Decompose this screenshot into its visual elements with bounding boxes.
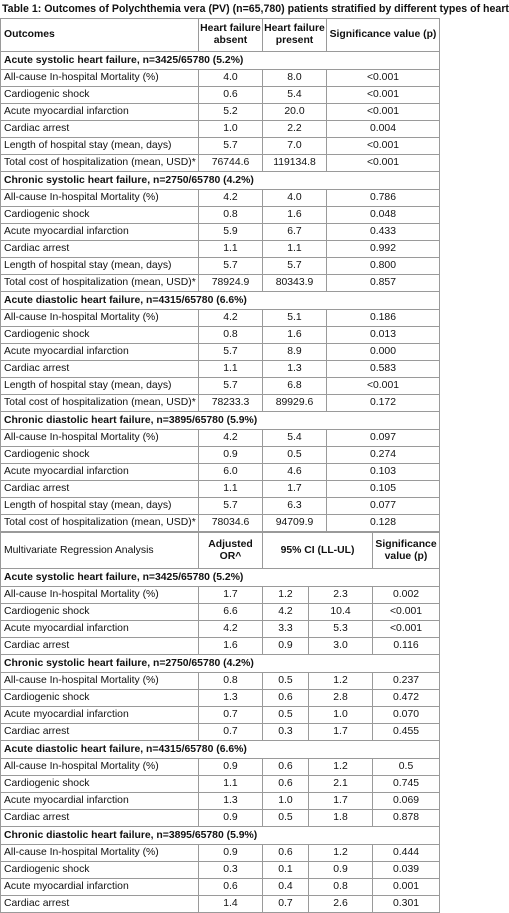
table-cell: 2.6 [309,896,373,913]
table-row [1,310,440,327]
table-cell: 0.5 [263,447,327,464]
table-row [1,621,440,638]
table-cell: 4.2 [199,190,263,207]
table-cell: 0.857 [327,275,440,292]
table-row [1,241,440,258]
table-cell: Acute myocardial infarction [1,621,199,638]
table-cell: 1.2 [309,673,373,690]
table-row [1,464,440,481]
table-cell: 1.6 [263,327,327,344]
table-cell: All-cause In-hospital Mortality (%) [1,70,199,87]
table-cell: 1.7 [263,481,327,498]
section-row [1,412,440,430]
table-cell: Cardiogenic shock [1,862,199,879]
table-cell: 0.105 [327,481,440,498]
table-row [1,604,440,621]
table-row [1,498,440,515]
table-cell: 0.116 [373,638,440,655]
table-cell: 0.9 [199,845,263,862]
section-title: Chronic systolic heart failure, n=2750/65780 (4.2%) [1,655,440,673]
table-cell: Cardiac arrest [1,896,199,913]
table-cell: 1.7 [309,724,373,741]
table-cell: Cardiogenic shock [1,604,199,621]
table-row [1,258,440,275]
column-header: Significance value (p) [373,533,440,569]
table-cell: 1.6 [263,207,327,224]
table-row [1,515,440,532]
section-title: Acute systolic heart failure, n=3425/65780 (5.2%) [1,52,440,70]
table-cell: 0.5 [263,707,309,724]
table-cell: 1.6 [199,638,263,655]
table-cell: 2.8 [309,690,373,707]
table-cell: 1.2 [309,845,373,862]
table-cell: 1.3 [199,793,263,810]
table-cell: 0.1 [263,862,309,879]
table-row [1,587,440,604]
table-cell: Length of hospital stay (mean, days) [1,378,199,395]
table-cell: Cardiogenic shock [1,87,199,104]
table-cell: All-cause In-hospital Mortality (%) [1,430,199,447]
table-cell: 5.1 [263,310,327,327]
table-cell: 0.9 [263,638,309,655]
table-cell: 4.6 [263,464,327,481]
table-cell: 94709.9 [263,515,327,532]
table-cell: 2.1 [309,776,373,793]
table-cell: 0.444 [373,845,440,862]
table-cell: 0.8 [199,207,263,224]
section-title: Chronic diastolic heart failure, n=3895/65780 (5.9%) [1,827,440,845]
table-cell: 6.7 [263,224,327,241]
table-cell: 0.8 [309,879,373,896]
table-row [1,896,440,913]
table-cell: 0.186 [327,310,440,327]
table-cell: 0.9 [199,447,263,464]
table-cell: 0.128 [327,515,440,532]
outcomes-table [0,18,440,532]
table-cell: Cardiogenic shock [1,447,199,464]
section-title: Chronic diastolic heart failure, n=3895/65780 (5.9%) [1,412,440,430]
table-cell: 5.7 [199,258,263,275]
table-cell: Acute myocardial infarction [1,793,199,810]
table-cell: 0.7 [263,896,309,913]
table-cell: 0.001 [373,879,440,896]
table-cell: <0.001 [373,621,440,638]
table-cell: 1.0 [263,793,309,810]
table-cell: 6.3 [263,498,327,515]
table-row [1,275,440,292]
table-cell: Cardiac arrest [1,481,199,498]
table-row [1,481,440,498]
table-cell: 6.0 [199,464,263,481]
table-cell: 0.9 [199,810,263,827]
table-cell: 5.7 [199,498,263,515]
table-cell: All-cause In-hospital Mortality (%) [1,845,199,862]
table-row [1,327,440,344]
table-cell: 1.1 [199,241,263,258]
table-cell: 0.9 [199,759,263,776]
table-row [1,395,440,412]
table-cell: 3.3 [263,621,309,638]
table-cell: 0.583 [327,361,440,378]
header-row [1,19,440,52]
section-row [1,569,440,587]
table-cell: 5.9 [199,224,263,241]
table-cell: 0.039 [373,862,440,879]
table-cell: 3.0 [309,638,373,655]
table-cell: 0.301 [373,896,440,913]
column-header: Heart failure absent [199,19,263,52]
table-cell: 0.472 [373,690,440,707]
table-row [1,344,440,361]
table-cell: Cardiogenic shock [1,690,199,707]
table-cell: 1.1 [199,776,263,793]
table-cell: 0.800 [327,258,440,275]
table-cell: 5.4 [263,87,327,104]
table-cell: 7.0 [263,138,327,155]
section-title: Acute diastolic heart failure, n=4315/65780 (6.6%) [1,292,440,310]
table-cell: 0.992 [327,241,440,258]
table-cell: 5.3 [309,621,373,638]
table-row [1,190,440,207]
table-cell: Acute myocardial infarction [1,707,199,724]
table-row [1,673,440,690]
table-cell: 0.002 [373,587,440,604]
table-row [1,810,440,827]
table-cell: 20.0 [263,104,327,121]
column-header: Heart failure present [263,19,327,52]
section-title: Acute systolic heart failure, n=3425/65780 (5.2%) [1,569,440,587]
table-cell: Cardiogenic shock [1,207,199,224]
table-cell: 1.0 [309,707,373,724]
table-row [1,155,440,172]
table-cell: 0.172 [327,395,440,412]
table-cell: 0.5 [373,759,440,776]
section-title: Chronic systolic heart failure, n=2750/65780 (4.2%) [1,172,440,190]
section-row [1,292,440,310]
table-cell: Length of hospital stay (mean, days) [1,258,199,275]
table-cell: 0.745 [373,776,440,793]
table-cell: All-cause In-hospital Mortality (%) [1,759,199,776]
table-cell: <0.001 [327,70,440,87]
table-cell: 0.048 [327,207,440,224]
table-cell: 8.0 [263,70,327,87]
table-cell: 1.4 [199,896,263,913]
table-cell: 0.6 [199,879,263,896]
table-caption: Table 1: Outcomes of Polychthemia vera (PV) (n=65,780) patients stratified by different types of heart [2,3,509,15]
table-cell: 1.1 [199,481,263,498]
table-cell: Acute myocardial infarction [1,879,199,896]
table-cell: 5.7 [263,258,327,275]
table-row [1,638,440,655]
column-header: Adjusted OR^ [199,533,263,569]
table-cell: 4.2 [199,621,263,638]
table-cell: 0.070 [373,707,440,724]
table-cell: Acute myocardial infarction [1,464,199,481]
table-cell: 5.7 [199,378,263,395]
table-cell: Length of hospital stay (mean, days) [1,138,199,155]
table-cell: 0.274 [327,447,440,464]
table-cell: 1.2 [263,587,309,604]
table-cell: 4.0 [263,190,327,207]
table-cell: 6.6 [199,604,263,621]
table-row [1,378,440,395]
table-cell: 0.8 [199,327,263,344]
table-row [1,707,440,724]
table-cell: 0.455 [373,724,440,741]
table-row [1,224,440,241]
table-row [1,207,440,224]
table-cell: 0.6 [263,759,309,776]
table-cell: <0.001 [327,155,440,172]
table-cell: 1.8 [309,810,373,827]
table-cell: Cardiac arrest [1,241,199,258]
section-row [1,655,440,673]
table-cell: <0.001 [327,104,440,121]
table-cell: 1.7 [309,793,373,810]
table-cell: Cardiac arrest [1,638,199,655]
table-cell: 4.0 [199,70,263,87]
table-cell: 80343.9 [263,275,327,292]
table-cell: All-cause In-hospital Mortality (%) [1,190,199,207]
table-cell: All-cause In-hospital Mortality (%) [1,673,199,690]
table-row [1,70,440,87]
table-cell: 4.2 [199,310,263,327]
table-cell: All-cause In-hospital Mortality (%) [1,587,199,604]
table-cell: Cardiac arrest [1,724,199,741]
table-cell: 0.097 [327,430,440,447]
table-cell: 1.3 [199,690,263,707]
section-title: Acute diastolic heart failure, n=4315/65780 (6.6%) [1,741,440,759]
table-cell: 1.1 [199,361,263,378]
table-cell: 1.3 [263,361,327,378]
table-cell: 0.077 [327,498,440,515]
column-header: Outcomes [1,19,199,52]
table-cell: 0.433 [327,224,440,241]
outcomes-table-body [1,19,440,532]
table-cell: 5.7 [199,138,263,155]
table-cell: 78034.6 [199,515,263,532]
table-cell: Cardiac arrest [1,361,199,378]
table-cell: Multivariate Regression Analysis [1,533,199,569]
table-cell: <0.001 [327,378,440,395]
table-cell: 1.2 [309,759,373,776]
table-cell: <0.001 [327,138,440,155]
table-cell: 0.6 [263,845,309,862]
table-cell: 0.004 [327,121,440,138]
table-cell: 0.013 [327,327,440,344]
table-cell: 78233.3 [199,395,263,412]
table-cell: 0.6 [263,776,309,793]
table-cell: Acute myocardial infarction [1,224,199,241]
table-row [1,879,440,896]
table-cell: Total cost of hospitalization (mean, USD)* [1,515,199,532]
table-cell: 0.4 [263,879,309,896]
table-cell: 0.069 [373,793,440,810]
header-row [1,533,440,569]
table-cell: 0.9 [309,862,373,879]
table-cell: 0.878 [373,810,440,827]
table-row [1,862,440,879]
table-cell: All-cause In-hospital Mortality (%) [1,310,199,327]
table-cell: 0.6 [199,87,263,104]
table-cell: 2.2 [263,121,327,138]
table-cell: Total cost of hospitalization (mean, USD)* [1,395,199,412]
table-cell: 2.3 [309,587,373,604]
table-row [1,138,440,155]
table-cell: 8.9 [263,344,327,361]
table-cell: Cardiogenic shock [1,327,199,344]
table-cell: 5.2 [199,104,263,121]
table-cell: 1.1 [263,241,327,258]
table-row [1,361,440,378]
table-row [1,724,440,741]
table-cell: 4.2 [263,604,309,621]
table-cell: 119134.8 [263,155,327,172]
table-cell: Cardiogenic shock [1,776,199,793]
table-cell: 10.4 [309,604,373,621]
table-cell: <0.001 [373,604,440,621]
table-row [1,121,440,138]
table-cell: <0.001 [327,87,440,104]
table-cell: Total cost of hospitalization (mean, USD)* [1,155,199,172]
table-cell: 0.000 [327,344,440,361]
table-row [1,776,440,793]
table-cell: 0.237 [373,673,440,690]
regression-table [0,532,440,913]
table-row [1,793,440,810]
table-cell: 5.4 [263,430,327,447]
table-cell: 0.6 [263,690,309,707]
section-row [1,52,440,70]
section-row [1,827,440,845]
table-cell: Cardiac arrest [1,121,199,138]
regression-table-body [1,533,440,913]
table-cell: 1.7 [199,587,263,604]
column-header: Significance value (p) [327,19,440,52]
table-cell: 76744.6 [199,155,263,172]
table-cell: Acute myocardial infarction [1,344,199,361]
table-cell: 4.2 [199,430,263,447]
table-cell: 5.7 [199,344,263,361]
table-row [1,759,440,776]
section-row [1,172,440,190]
section-row [1,741,440,759]
table-row [1,87,440,104]
table-cell: 0.8 [199,673,263,690]
table-cell: 0.7 [199,707,263,724]
table-cell: 1.0 [199,121,263,138]
table-cell: Total cost of hospitalization (mean, USD)* [1,275,199,292]
table-row [1,447,440,464]
table-cell: 89929.6 [263,395,327,412]
table-cell: 6.8 [263,378,327,395]
table-cell: 0.103 [327,464,440,481]
table-row [1,845,440,862]
table-cell: 0.5 [263,810,309,827]
table-cell: Length of hospital stay (mean, days) [1,498,199,515]
table-row [1,430,440,447]
table-cell: Acute myocardial infarction [1,104,199,121]
table-cell: 0.7 [199,724,263,741]
table-cell: 0.3 [263,724,309,741]
table-cell: Cardiac arrest [1,810,199,827]
table-row [1,104,440,121]
table-cell: 78924.9 [199,275,263,292]
column-header: 95% CI (LL-UL) [263,533,373,569]
table-cell: 0.5 [263,673,309,690]
table-row [1,690,440,707]
table-cell: 0.3 [199,862,263,879]
table-cell: 0.786 [327,190,440,207]
